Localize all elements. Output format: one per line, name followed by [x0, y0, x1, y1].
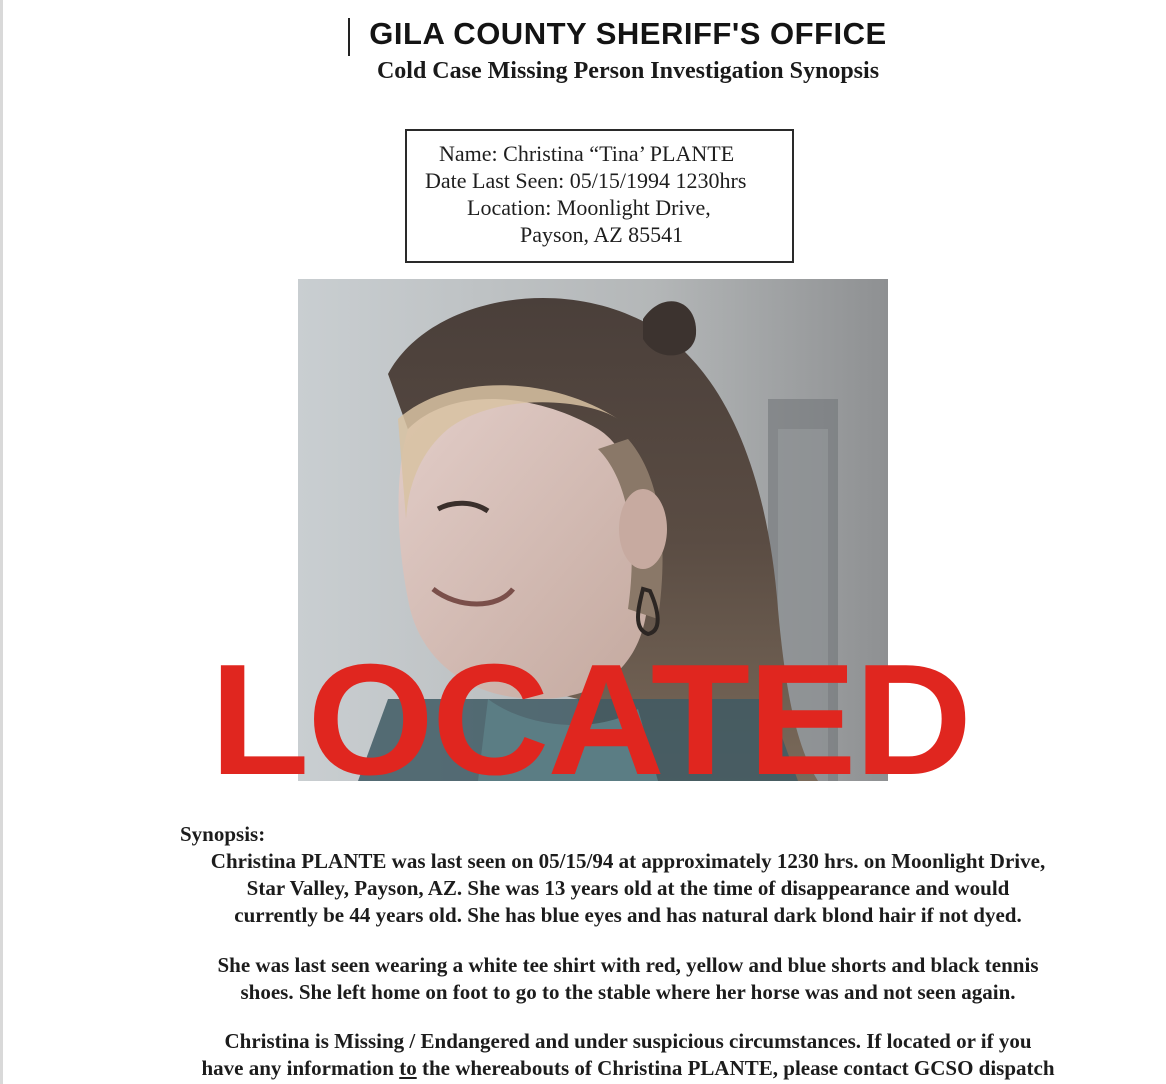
synopsis-paragraph-1 [175, 848, 1081, 929]
synopsis-paragraph-3 [175, 1028, 1081, 1082]
info-location-city: Payson, AZ 85541 [520, 222, 684, 247]
info-name: Name: Christina “Tina’ PLANTE [439, 141, 735, 166]
text-cursor [348, 18, 350, 56]
synopsis-paragraph-2 [175, 952, 1081, 1006]
document-title: GILA COUNTY SHERIFF'S OFFICE [369, 16, 887, 51]
case-info-box [405, 129, 794, 263]
synopsis-p2-line: shoes. She left home on foot to go to the stable where her horse was and not seen again. [240, 980, 1016, 1004]
synopsis-p3-line [175, 1055, 1081, 1082]
located-stamp: LOCATED [210, 632, 971, 808]
synopsis-p3-text: the whereabouts of Christina PLANTE, please contact GCSO dispatch [416, 1056, 1055, 1080]
synopsis-p2-line: She was last seen wearing a white tee shirt with red, yellow and blue shorts and black tennis [217, 953, 1039, 977]
synopsis-p3-line: Christina is Missing / Endangered and under suspicious circumstances. If located or if you [224, 1029, 1032, 1053]
synopsis-p1-line: Star Valley, Payson, AZ. She was 13 years old at the time of disappearance and would [246, 876, 1010, 900]
synopsis-p1-line: Christina PLANTE was last seen on 05/15/94 at approximately 1230 hrs. on Moonlight Drive, [210, 849, 1046, 873]
document-subtitle: Cold Case Missing Person Investigation Synopsis [376, 58, 880, 84]
synopsis-label: Synopsis: [180, 822, 266, 846]
info-location: Location: Moonlight Drive, [467, 195, 711, 220]
info-date-last-seen: Date Last Seen: 05/15/1994 1230hrs [425, 168, 747, 193]
synopsis-p1-line: currently be 44 years old. She has blue eyes and has natural dark blond hair if not dyed. [234, 903, 1022, 927]
synopsis-p3-text: have any information [201, 1056, 400, 1080]
synopsis-p3-underlined-word: to [399, 1056, 417, 1080]
